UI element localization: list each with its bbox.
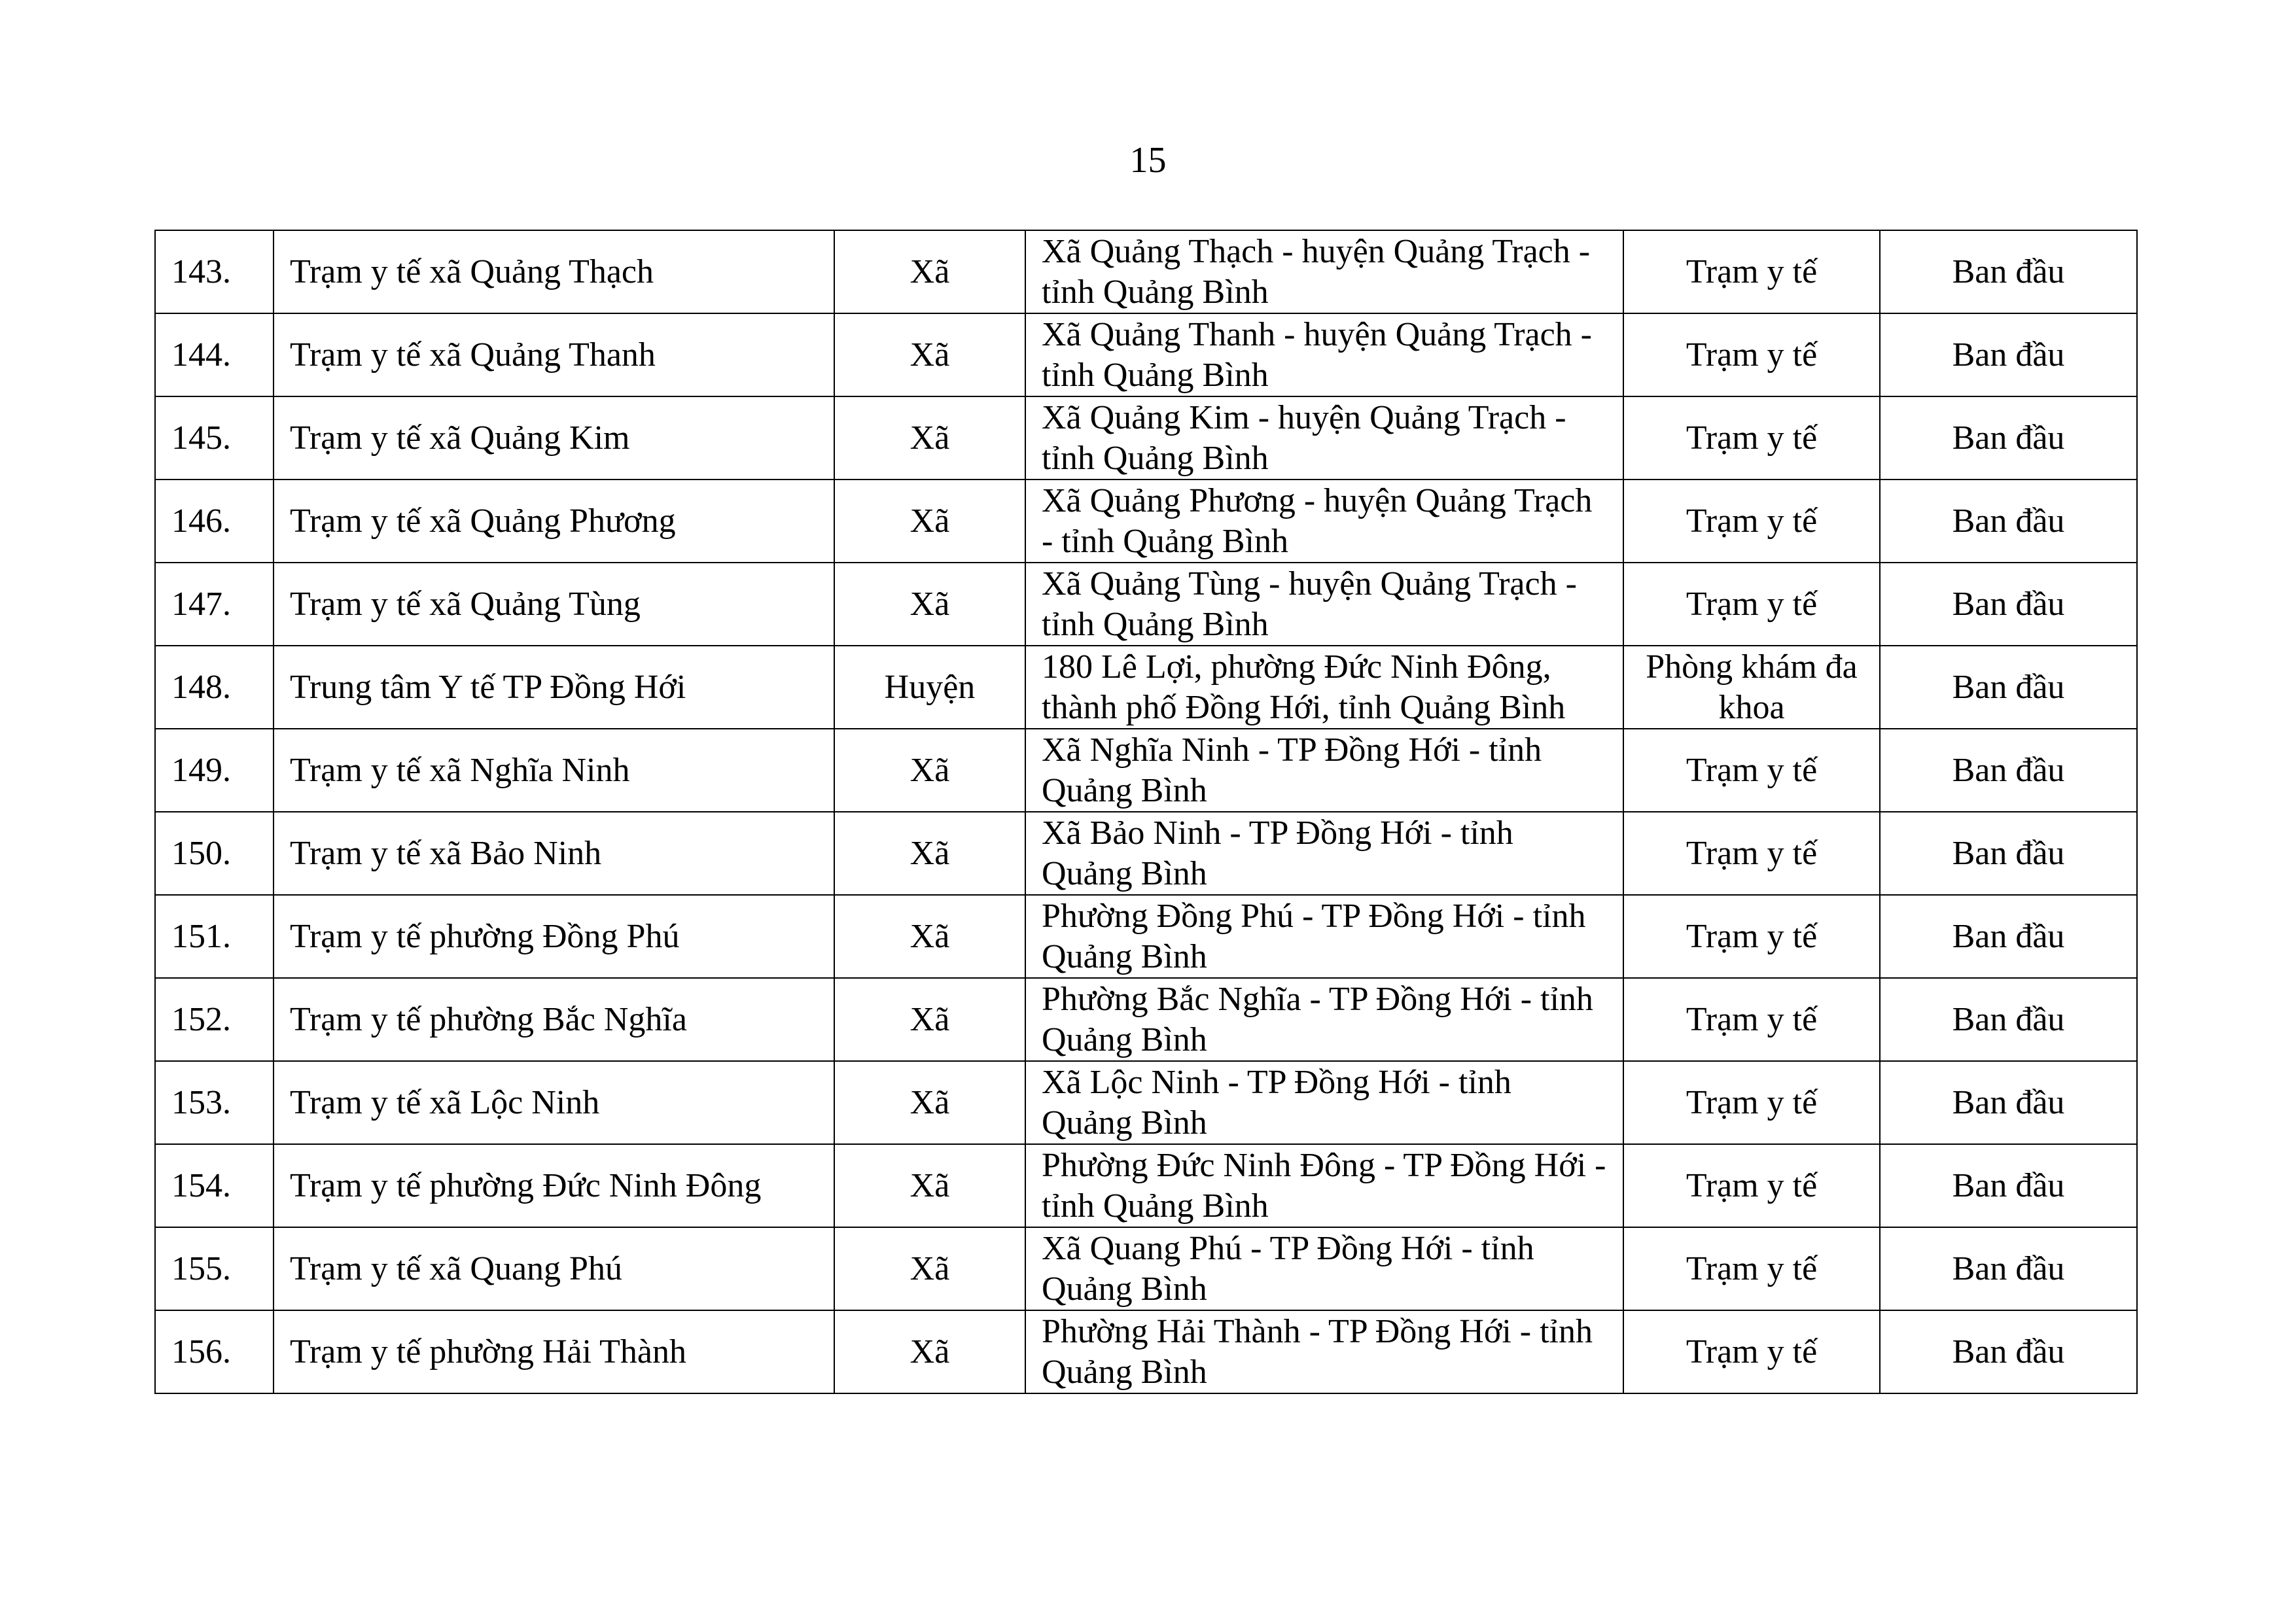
facility-address: Xã Quảng Phương - huyện Quảng Trạch - tỉnh Quảng Bình — [1025, 480, 1623, 563]
table-row — [155, 978, 2137, 1061]
facility-type: Trạm y tế — [1623, 480, 1880, 563]
care-scope: Ban đầu — [1880, 978, 2137, 1061]
facility-name: Trạm y tế xã Quảng Phương — [274, 480, 834, 563]
table-row — [155, 895, 2137, 978]
facility-level: Xã — [834, 978, 1025, 1061]
facility-name: Trạm y tế xã Lộc Ninh — [274, 1061, 834, 1144]
facility-name: Trạm y tế xã Bảo Ninh — [274, 812, 834, 895]
row-number: 143. — [155, 230, 274, 313]
row-number: 155. — [155, 1227, 274, 1310]
table-row — [155, 1227, 2137, 1310]
facility-address: Phường Hải Thành - TP Đồng Hới - tỉnh Quảng Bình — [1025, 1310, 1623, 1393]
facility-type: Trạm y tế — [1623, 396, 1880, 480]
care-scope: Ban đầu — [1880, 895, 2137, 978]
row-number: 151. — [155, 895, 274, 978]
facility-level: Xã — [834, 230, 1025, 313]
facility-name: Trạm y tế xã Quảng Thạch — [274, 230, 834, 313]
facility-name: Trạm y tế xã Quảng Thanh — [274, 313, 834, 396]
row-number: 145. — [155, 396, 274, 480]
facility-type: Trạm y tế — [1623, 563, 1880, 646]
row-number: 154. — [155, 1144, 274, 1227]
table-row — [155, 729, 2137, 812]
care-scope: Ban đầu — [1880, 480, 2137, 563]
care-scope: Ban đầu — [1880, 812, 2137, 895]
facility-level: Xã — [834, 313, 1025, 396]
table-row — [155, 230, 2137, 313]
facility-type: Phòng khám đa khoa — [1623, 646, 1880, 729]
row-number: 144. — [155, 313, 274, 396]
facility-address: Phường Bắc Nghĩa - TP Đồng Hới - tỉnh Quảng Bình — [1025, 978, 1623, 1061]
care-scope: Ban đầu — [1880, 1227, 2137, 1310]
facility-name: Trạm y tế xã Quảng Kim — [274, 396, 834, 480]
facility-type: Trạm y tế — [1623, 313, 1880, 396]
facility-type: Trạm y tế — [1623, 230, 1880, 313]
facility-level: Xã — [834, 1144, 1025, 1227]
table-row — [155, 313, 2137, 396]
facility-type: Trạm y tế — [1623, 812, 1880, 895]
facility-level: Xã — [834, 480, 1025, 563]
care-scope: Ban đầu — [1880, 396, 2137, 480]
row-number: 150. — [155, 812, 274, 895]
facility-type: Trạm y tế — [1623, 895, 1880, 978]
facility-address: Xã Quảng Thanh - huyện Quảng Trạch - tỉnh Quảng Bình — [1025, 313, 1623, 396]
facility-address: Xã Quảng Kim - huyện Quảng Trạch - tỉnh Quảng Bình — [1025, 396, 1623, 480]
table-row — [155, 396, 2137, 480]
table-row — [155, 480, 2137, 563]
facility-address: Xã Quang Phú - TP Đồng Hới - tỉnh Quảng Bình — [1025, 1227, 1623, 1310]
facility-address: Xã Quảng Tùng - huyện Quảng Trạch - tỉnh Quảng Bình — [1025, 563, 1623, 646]
table-row — [155, 812, 2137, 895]
facility-address: Phường Đức Ninh Đông - TP Đồng Hới - tỉnh Quảng Bình — [1025, 1144, 1623, 1227]
facility-level: Xã — [834, 729, 1025, 812]
table-row — [155, 646, 2137, 729]
care-scope: Ban đầu — [1880, 313, 2137, 396]
facility-name: Trung tâm Y tế TP Đồng Hới — [274, 646, 834, 729]
facility-name: Trạm y tế phường Đức Ninh Đông — [274, 1144, 834, 1227]
facility-address: Xã Quảng Thạch - huyện Quảng Trạch - tỉnh Quảng Bình — [1025, 230, 1623, 313]
row-number: 152. — [155, 978, 274, 1061]
facility-level: Xã — [834, 1310, 1025, 1393]
care-scope: Ban đầu — [1880, 563, 2137, 646]
facility-level: Xã — [834, 812, 1025, 895]
table-row — [155, 563, 2137, 646]
facility-table — [154, 230, 2138, 1394]
facility-type: Trạm y tế — [1623, 1061, 1880, 1144]
facility-level: Huyện — [834, 646, 1025, 729]
facility-address: Xã Nghĩa Ninh - TP Đồng Hới - tỉnh Quảng Bình — [1025, 729, 1623, 812]
row-number: 149. — [155, 729, 274, 812]
facility-address: Xã Lộc Ninh - TP Đồng Hới - tỉnh Quảng Bình — [1025, 1061, 1623, 1144]
facility-name: Trạm y tế phường Bắc Nghĩa — [274, 978, 834, 1061]
facility-address: 180 Lê Lợi, phường Đức Ninh Đông, thành phố Đồng Hới, tỉnh Quảng Bình — [1025, 646, 1623, 729]
facility-type: Trạm y tế — [1623, 1144, 1880, 1227]
facility-level: Xã — [834, 1061, 1025, 1144]
facility-name: Trạm y tế xã Nghĩa Ninh — [274, 729, 834, 812]
facility-name: Trạm y tế phường Đồng Phú — [274, 895, 834, 978]
care-scope: Ban đầu — [1880, 729, 2137, 812]
table-row — [155, 1061, 2137, 1144]
facility-type: Trạm y tế — [1623, 729, 1880, 812]
facility-type: Trạm y tế — [1623, 1227, 1880, 1310]
care-scope: Ban đầu — [1880, 230, 2137, 313]
care-scope: Ban đầu — [1880, 1144, 2137, 1227]
facility-level: Xã — [834, 396, 1025, 480]
facility-name: Trạm y tế phường Hải Thành — [274, 1310, 834, 1393]
row-number: 156. — [155, 1310, 274, 1393]
facility-address: Xã Bảo Ninh - TP Đồng Hới - tỉnh Quảng Bình — [1025, 812, 1623, 895]
facility-level: Xã — [834, 563, 1025, 646]
facility-type: Trạm y tế — [1623, 1310, 1880, 1393]
care-scope: Ban đầu — [1880, 1310, 2137, 1393]
care-scope: Ban đầu — [1880, 646, 2137, 729]
facility-name: Trạm y tế xã Quảng Tùng — [274, 563, 834, 646]
page-number: 15 — [1129, 140, 1167, 181]
facility-type: Trạm y tế — [1623, 978, 1880, 1061]
facility-name: Trạm y tế xã Quang Phú — [274, 1227, 834, 1310]
facility-level: Xã — [834, 1227, 1025, 1310]
row-number: 146. — [155, 480, 274, 563]
facility-level: Xã — [834, 895, 1025, 978]
care-scope: Ban đầu — [1880, 1061, 2137, 1144]
table-row — [155, 1144, 2137, 1227]
row-number: 148. — [155, 646, 274, 729]
facility-address: Phường Đồng Phú - TP Đồng Hới - tỉnh Quảng Bình — [1025, 895, 1623, 978]
row-number: 153. — [155, 1061, 274, 1144]
row-number: 147. — [155, 563, 274, 646]
table-row — [155, 1310, 2137, 1393]
